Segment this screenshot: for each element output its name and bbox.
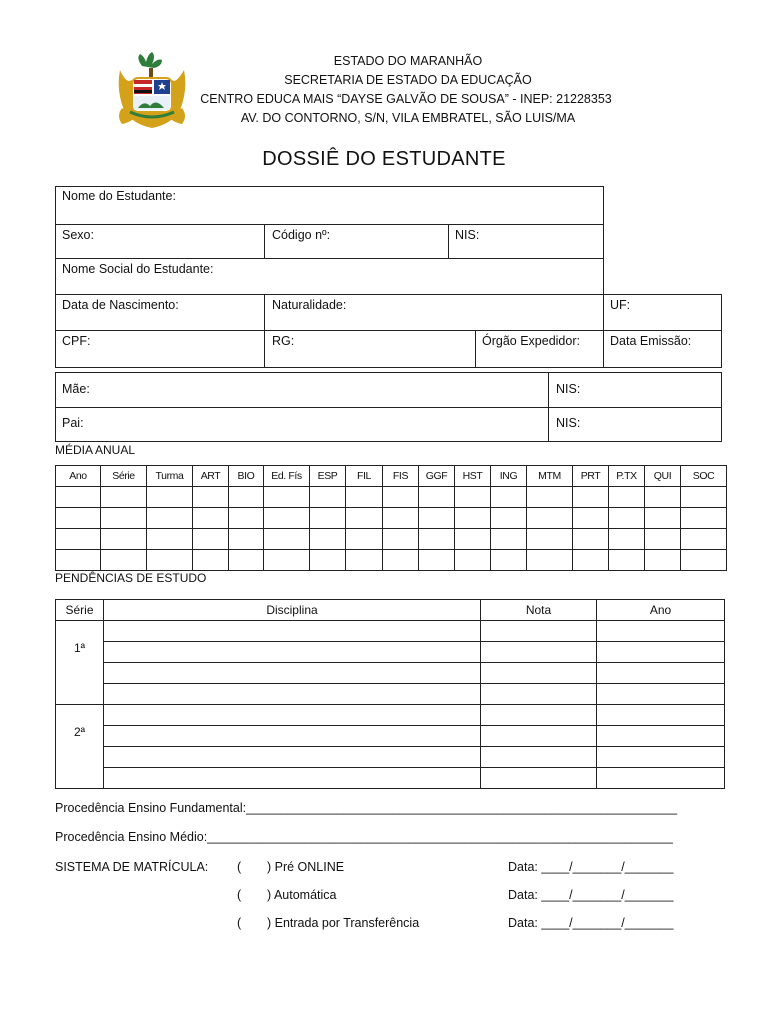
pend-serie-1: 1ª [56,621,104,705]
media-header-cell: ESP [310,466,346,487]
field-codigo[interactable]: Código nº: [272,228,331,242]
pend-cell[interactable] [104,663,481,684]
checkbox-pre-online[interactable]: ( [237,860,242,874]
pend-cell[interactable] [481,684,597,705]
field-nome-social[interactable]: Nome Social do Estudante: [62,262,214,276]
pend-header-serie: Série [56,600,104,621]
media-cell[interactable] [609,508,645,529]
pend-header-nota: Nota [481,600,597,621]
media-row [56,529,727,550]
field-nome[interactable]: Nome do Estudante: [62,189,176,203]
pend-cell[interactable] [104,642,481,663]
field-orgao[interactable]: Órgão Expedidor: [482,334,580,348]
media-cell[interactable] [419,550,455,571]
pend-cell[interactable] [597,747,725,768]
media-cell[interactable] [573,508,609,529]
option-automatica-label: ) Automática [267,888,337,902]
media-row [56,487,727,508]
field-rg[interactable]: RG: [272,334,295,348]
media-cell[interactable] [491,529,527,550]
pendencias-caption: PENDÊNCIAS DE ESTUDO [55,571,207,585]
media-cell[interactable] [491,550,527,571]
pend-header-ano: Ano [597,600,725,621]
field-nascimento[interactable]: Data de Nascimento: [62,298,179,312]
media-cell[interactable] [573,550,609,571]
media-cell[interactable] [229,487,264,508]
media-cell[interactable] [147,487,193,508]
media-header-cell: ING [491,466,527,487]
media-cell[interactable] [193,487,229,508]
media-anual-caption: MÉDIA ANUAL [55,443,136,457]
media-cell[interactable] [56,550,101,571]
pendencias-table [55,599,725,789]
media-cell[interactable] [229,550,264,571]
media-header-cell: Série [101,466,147,487]
media-cell[interactable] [455,487,491,508]
media-cell[interactable] [310,487,346,508]
media-cell[interactable] [609,529,645,550]
pend-cell[interactable] [104,747,481,768]
field-mae[interactable]: Mãe: [62,382,90,396]
media-header-cell: GGF [419,466,455,487]
media-cell[interactable] [383,529,419,550]
media-cell[interactable] [645,487,681,508]
pend-cell[interactable] [104,684,481,705]
field-pai-nis[interactable]: NIS: [556,416,581,430]
media-cell[interactable] [527,550,573,571]
field-nis[interactable]: NIS: [455,228,480,242]
media-cell[interactable] [383,487,419,508]
field-uf[interactable]: UF: [610,298,631,312]
media-cell[interactable] [310,529,346,550]
media-cell[interactable] [101,550,147,571]
header-secretariat: SECRETARIA DE ESTADO DA EDUCAÇÃO [284,73,532,87]
media-cell[interactable] [264,550,310,571]
pend-cell[interactable] [481,726,597,747]
field-pai[interactable]: Pai: [62,416,84,430]
divider [55,258,604,259]
media-cell[interactable] [147,508,193,529]
media-cell[interactable] [264,487,310,508]
pend-cell[interactable] [481,642,597,663]
media-header-cell: Ed. Fís [264,466,310,487]
field-cpf[interactable]: CPF: [62,334,91,348]
media-cell[interactable] [310,508,346,529]
media-cell[interactable] [383,508,419,529]
pend-cell[interactable] [597,705,725,726]
media-cell[interactable] [573,529,609,550]
field-data-pre-online[interactable]: Data: ____/_______/_______ [508,860,674,874]
field-sexo[interactable]: Sexo: [62,228,94,242]
checkbox-transferencia[interactable]: ( [237,916,242,930]
media-cell[interactable] [147,529,193,550]
media-cell[interactable] [527,529,573,550]
media-row [56,508,727,529]
media-header-cell: FIS [383,466,419,487]
header-school: CENTRO EDUCA MAIS “DAYSE GALVÃO DE SOUSA” - INEP: 21228353 [200,92,612,106]
field-procedencia-medio[interactable]: Procedência Ensino Médio:___________________________________________________________________ [55,830,673,844]
media-cell[interactable] [310,550,346,571]
media-cell[interactable] [573,487,609,508]
field-naturalidade[interactable]: Naturalidade: [272,298,347,312]
header-address: AV. DO CONTORNO, S/N, VILA EMBRATEL, SÃO LUIS/MA [240,111,576,125]
media-header-cell: FIL [346,466,383,487]
media-cell[interactable] [383,550,419,571]
field-mae-nis[interactable]: NIS: [556,382,581,396]
media-cell[interactable] [681,487,727,508]
media-cell[interactable] [645,508,681,529]
pend-serie-2: 2ª [56,705,104,789]
media-cell[interactable] [56,529,101,550]
divider [264,294,265,368]
media-cell[interactable] [455,508,491,529]
media-cell[interactable] [101,487,147,508]
checkbox-automatica[interactable]: ( [237,888,242,902]
media-header-cell: QUI [645,466,681,487]
pend-header-disciplina: Disciplina [104,600,481,621]
media-cell[interactable] [419,487,455,508]
media-cell[interactable] [193,529,229,550]
media-cell[interactable] [455,550,491,571]
media-header-cell: P.TX [609,466,645,487]
page-title: DOSSIÊ DO ESTUDANTE [262,148,506,170]
pend-cell[interactable] [104,768,481,789]
pend-cell[interactable] [104,705,481,726]
media-cell[interactable] [147,550,193,571]
media-cell[interactable] [229,508,264,529]
media-cell[interactable] [491,487,527,508]
pend-cell[interactable] [481,705,597,726]
pend-cell[interactable] [597,642,725,663]
media-header-cell: BIO [229,466,264,487]
media-header-cell: SOC [681,466,727,487]
divider [475,330,476,368]
media-header-cell: ART [193,466,229,487]
media-cell[interactable] [455,529,491,550]
pend-cell[interactable] [597,663,725,684]
pend-cell[interactable] [597,621,725,642]
media-cell[interactable] [346,529,383,550]
media-cell[interactable] [229,529,264,550]
media-header-cell: Turma [147,466,193,487]
divider [603,294,604,368]
option-transferencia-label: ) Entrada por Transferência [267,916,420,930]
media-row [56,550,727,571]
media-cell[interactable] [609,487,645,508]
media-cell[interactable] [645,550,681,571]
media-cell[interactable] [56,508,101,529]
media-cell[interactable] [101,508,147,529]
divider [55,224,604,225]
media-header-cell: MTM [527,466,573,487]
media-cell[interactable] [527,508,573,529]
divider [55,407,722,408]
pend-cell[interactable] [481,663,597,684]
divider [264,224,265,258]
media-cell[interactable] [56,487,101,508]
pend-cell[interactable] [104,621,481,642]
media-header-cell: Ano [56,466,101,487]
media-header-cell: PRT [573,466,609,487]
media-cell[interactable] [681,529,727,550]
divider [448,224,449,258]
field-emissao[interactable]: Data Emissão: [610,334,692,348]
pend-cell[interactable] [597,684,725,705]
media-cell[interactable] [527,487,573,508]
field-procedencia-fundamental[interactable]: Procedência Ensino Fundamental:______________________________________________________________ [55,801,678,815]
media-cell[interactable] [419,529,455,550]
pend-cell[interactable] [104,726,481,747]
media-cell[interactable] [264,508,310,529]
media-cell[interactable] [193,508,229,529]
pend-cell[interactable] [597,768,725,789]
field-data-automatica[interactable]: Data: ____/_______/_______ [508,888,674,902]
media-cell[interactable] [346,487,383,508]
pend-cell[interactable] [481,747,597,768]
divider [548,372,549,442]
field-data-transferencia[interactable]: Data: ____/_______/_______ [508,916,674,930]
pend-cell[interactable] [597,726,725,747]
media-cell[interactable] [681,550,727,571]
sistema-matricula-label: SISTEMA DE MATRÍCULA: [55,860,209,874]
media-cell[interactable] [193,550,229,571]
media-cell[interactable] [609,550,645,571]
media-header-cell: HST [455,466,491,487]
divider [55,330,722,331]
option-pre-online-label: ) Pré ONLINE [267,860,345,874]
media-cell[interactable] [645,529,681,550]
media-cell[interactable] [491,508,527,529]
media-cell[interactable] [681,508,727,529]
media-anual-table [55,465,727,571]
pend-cell[interactable] [481,768,597,789]
media-cell[interactable] [101,529,147,550]
media-cell[interactable] [346,508,383,529]
media-cell[interactable] [419,508,455,529]
pend-cell[interactable] [481,621,597,642]
media-cell[interactable] [346,550,383,571]
header-state: ESTADO DO MARANHÃO [333,54,483,68]
media-cell[interactable] [264,529,310,550]
